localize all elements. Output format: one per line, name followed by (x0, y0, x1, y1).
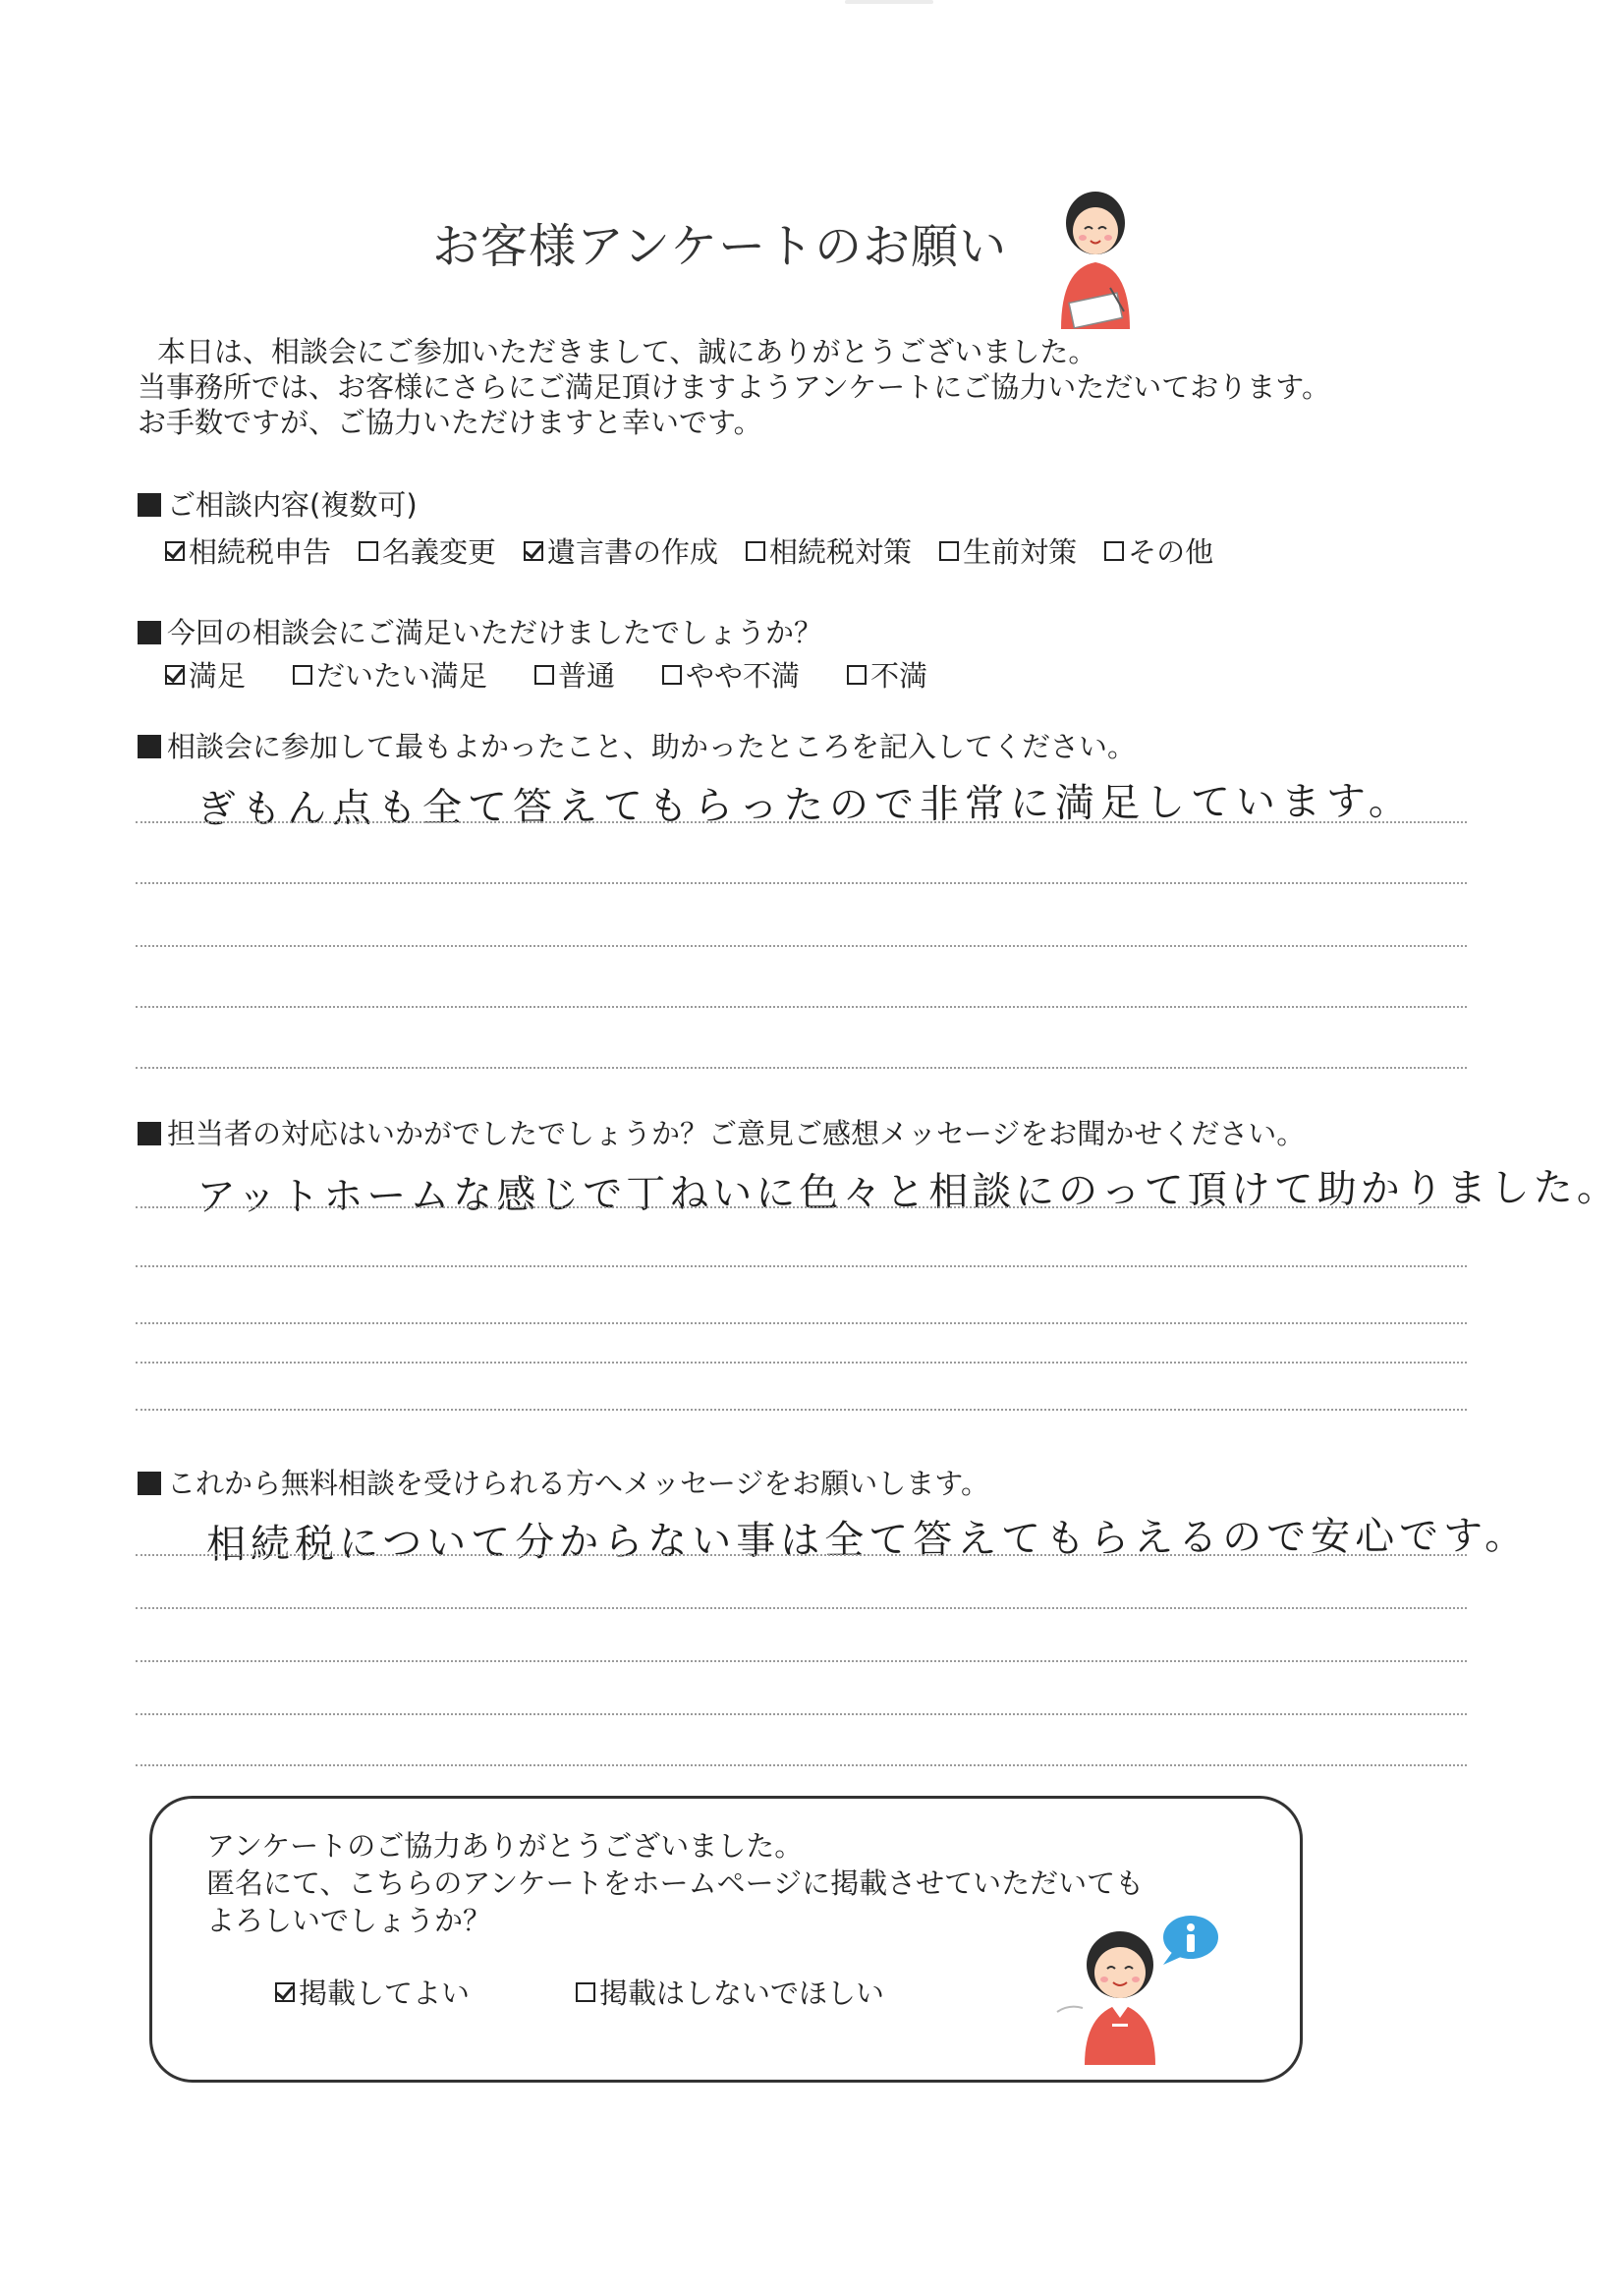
option-label: 相続税申告 (189, 535, 332, 569)
option-label: 生前対策 (963, 535, 1078, 569)
bullet-square-icon (138, 621, 161, 644)
q2-options (165, 654, 927, 695)
q5-heading-text: これから無料相談を受けられる方へメッセージをお願いします。 (167, 1467, 989, 1500)
q2-heading (138, 611, 822, 651)
option-label: 名義変更 (382, 535, 497, 569)
checkbox-empty-icon[interactable] (293, 665, 312, 685)
checkbox-checked-icon[interactable] (165, 665, 185, 685)
intro-line-3: お手数ですが、ご協力いただけますと幸いです。 (138, 406, 762, 439)
option-label: 普通 (558, 659, 616, 693)
answer-line (136, 1713, 1467, 1715)
option-label: 不満 (870, 659, 928, 693)
answer-line (136, 882, 1467, 884)
scan-edge-mark (845, 0, 933, 4)
q1-option-pre-death-planning[interactable] (939, 530, 1077, 571)
q5-handwritten-answer[interactable]: 相続税について分からない事は全て答えてもらえるので安心です。 (205, 1513, 1530, 1568)
answer-line (136, 945, 1467, 947)
checkbox-empty-icon[interactable] (576, 1982, 595, 2002)
intro-line-1: 本日は、相談会にご参加いただきまして、誠にありがとうございました。 (157, 335, 1097, 368)
q1-option-title-transfer[interactable] (359, 530, 496, 571)
checkbox-checked-icon[interactable] (275, 1982, 295, 2002)
checkbox-empty-icon[interactable] (847, 665, 867, 685)
closing-line-3: よろしいでしょうか？ (206, 1904, 492, 1937)
intro-paragraph (138, 334, 1330, 440)
q5-heading (138, 1462, 989, 1502)
checkbox-checked-icon[interactable] (165, 541, 185, 561)
q2-option-mostly-satisfied[interactable] (293, 654, 487, 695)
answer-line (136, 1265, 1467, 1267)
checkbox-empty-icon[interactable] (359, 541, 378, 561)
bullet-square-icon (138, 1472, 161, 1495)
checkbox-checked-icon[interactable] (524, 541, 543, 561)
option-label: 満足 (189, 659, 247, 693)
q1-option-other[interactable] (1104, 530, 1213, 571)
checkbox-empty-icon[interactable] (746, 541, 765, 561)
bullet-square-icon (138, 493, 161, 517)
answer-line (136, 821, 1467, 823)
answer-line (136, 1067, 1467, 1069)
option-label: 遺言書の作成 (547, 535, 719, 569)
q2-option-neutral[interactable] (534, 654, 615, 695)
q2-option-dissatisfied[interactable] (847, 654, 927, 695)
closing-line-1: アンケートのご協力ありがとうございました。 (206, 1829, 804, 1863)
checkbox-empty-icon[interactable] (662, 665, 682, 685)
answer-line (136, 1362, 1467, 1364)
q3-handwritten-answer[interactable]: ぎもん点も全て答えてもらったので非常に満足しています。 (196, 778, 1414, 833)
bullet-square-icon (138, 735, 161, 758)
q4-handwritten-answer[interactable]: アットホームな感じで丁ねいに色々と相談にのって頂けて助かりました。 (196, 1164, 1620, 1221)
option-label: その他 (1128, 535, 1214, 569)
answer-line (136, 1409, 1467, 1411)
page-title: お客様アンケートのお願い (432, 219, 1008, 274)
intro-line-2: 当事務所では、お客様にさらにご満足頂けますようアンケートにご協力いただいております。 (138, 370, 1330, 404)
q1-option-inheritance-tax-planning[interactable] (746, 530, 912, 571)
answer-line (136, 1006, 1467, 1008)
answer-line (136, 1322, 1467, 1324)
q1-option-will-preparation[interactable] (524, 530, 718, 571)
staff-woman-illustration (1041, 182, 1149, 329)
closing-line-2: 匿名にて、こちらのアンケートをホームページに掲載させていただいても (206, 1866, 1145, 1900)
q3-heading-text: 相談会に参加して最もよかったこと、助かったところを記入してください。 (167, 730, 1137, 763)
answer-line (136, 1206, 1467, 1208)
staff-info-illustration (1051, 1908, 1228, 2065)
q2-option-satisfied[interactable] (165, 654, 246, 695)
option-label: だいたい満足 (316, 659, 488, 693)
consent-yes-label: 掲載してよい (299, 1977, 471, 2010)
checkbox-empty-icon[interactable] (1104, 541, 1124, 561)
checkbox-empty-icon[interactable] (939, 541, 959, 561)
answer-line (136, 1764, 1467, 1766)
consent-no-option[interactable] (576, 1972, 884, 2012)
option-label: やや不満 (686, 659, 801, 693)
q1-option-inheritance-tax-filing[interactable] (165, 530, 331, 571)
consent-no-label: 掲載はしないでほしい (599, 1977, 885, 2010)
consent-panel-text (206, 1827, 1144, 1939)
answer-line (136, 1607, 1467, 1609)
q1-heading (138, 483, 418, 524)
q4-heading-text: 担当者の対応はいかがでしたでしょうか？ご意見ご感想メッセージをお聞かせください。 (167, 1117, 1306, 1150)
q1-options (165, 530, 1213, 571)
checkbox-empty-icon[interactable] (534, 665, 554, 685)
bullet-square-icon (138, 1122, 161, 1145)
q2-option-somewhat-dissatisfied[interactable] (662, 654, 800, 695)
q3-heading (138, 725, 1136, 765)
consent-yes-option[interactable] (275, 1972, 470, 2012)
q4-heading (138, 1112, 1305, 1152)
option-label: 相続税対策 (769, 535, 913, 569)
answer-line (136, 1554, 1467, 1556)
answer-line (136, 1660, 1467, 1662)
q1-heading-text: ご相談内容(複数可) (167, 488, 418, 522)
q2-heading-text: 今回の相談会にご満足いただけましたでしょうか？ (167, 616, 823, 649)
